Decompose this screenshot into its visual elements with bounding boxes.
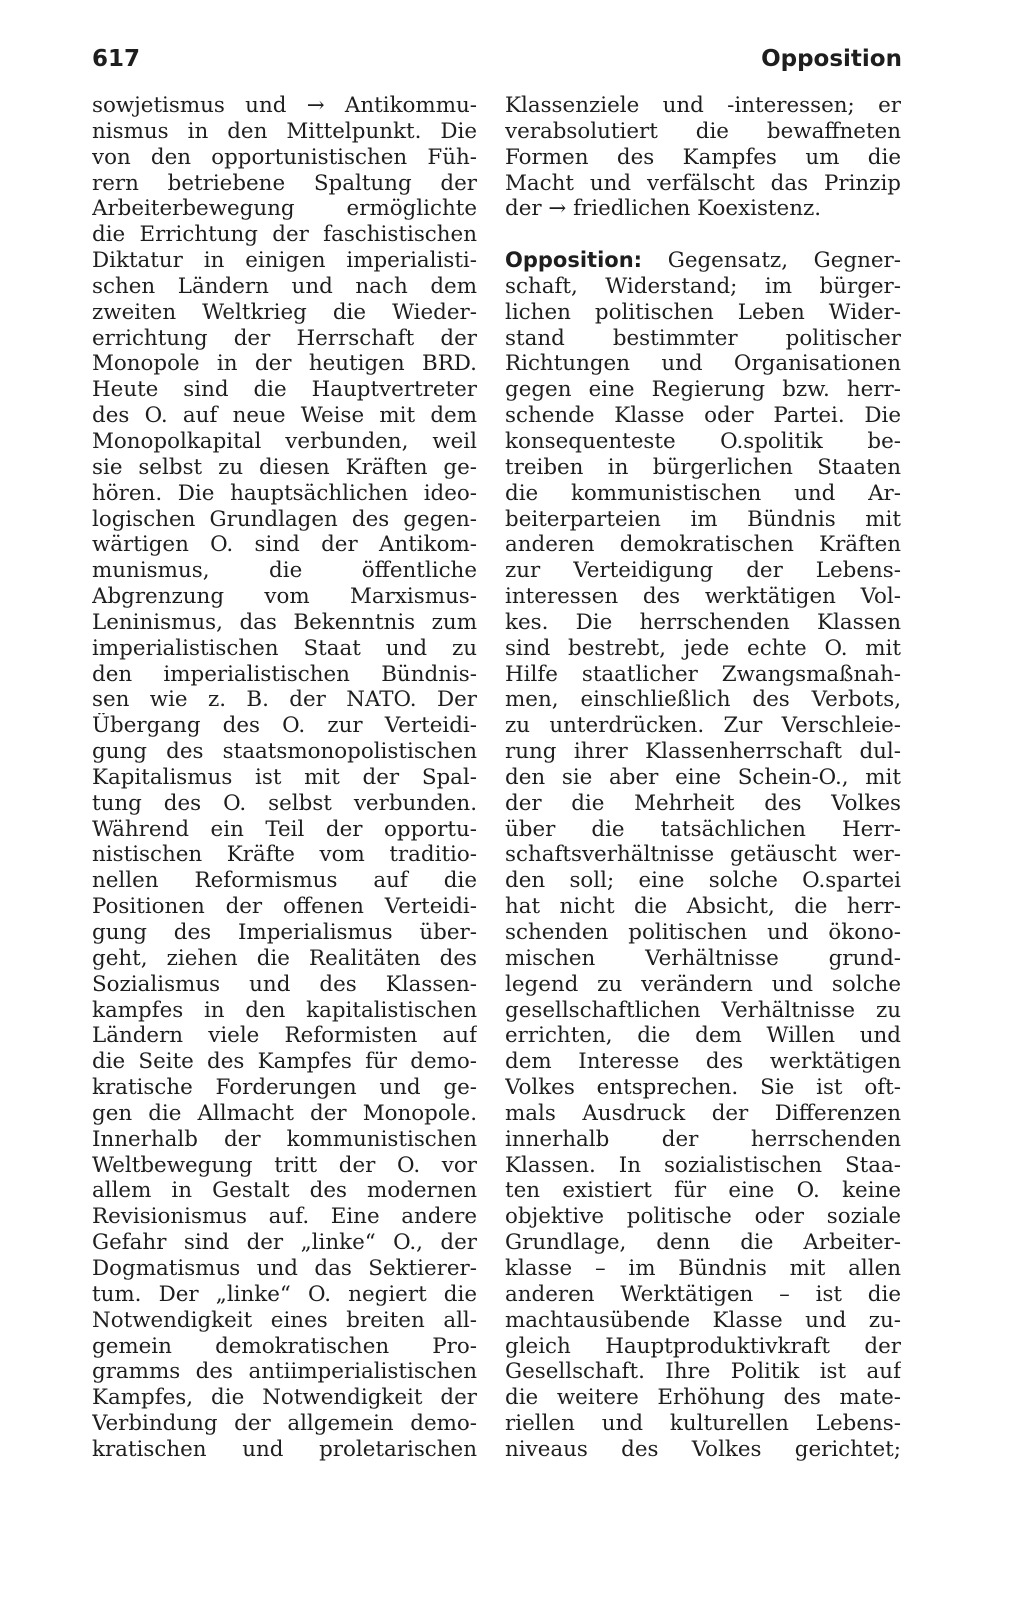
entry-headword: Opposition:	[505, 248, 643, 273]
text-line: geht, ziehen die Realitäten des	[92, 945, 477, 971]
left-column	[92, 93, 477, 1463]
text-line: sen wie z. B. der NATO. Der	[92, 687, 477, 713]
text-line: kratischen und proletarischen	[92, 1436, 477, 1462]
text-line: gleich Hauptproduktivkraft der	[505, 1333, 901, 1359]
text-line: schen Ländern und nach dem	[92, 273, 477, 299]
text-line: gesellschaftlichen Verhältnisse zu	[505, 997, 901, 1023]
text-line: allem in Gestalt des modernen	[92, 1178, 477, 1204]
text-line: klasse – im Bündnis mit allen	[505, 1255, 901, 1281]
text-line: Leninismus, das Bekenntnis zum	[92, 609, 477, 635]
text-line: den imperialistischen Bündnis-	[92, 661, 477, 687]
text-line: gung des Imperialismus über-	[92, 920, 477, 945]
text-line: Klassenziele und -interessen; er	[505, 93, 901, 118]
text-line: die weitere Erhöhung des mate-	[505, 1385, 901, 1411]
text-line: anderen Werktätigen – ist die	[505, 1281, 901, 1307]
text-line: Monopole in der heutigen BRD.	[92, 351, 477, 377]
text-line: Gesellschaft. Ihre Politik ist auf	[505, 1359, 901, 1385]
text-line: dem Interesse des werktätigen	[505, 1049, 901, 1075]
text-line: innerhalb der herrschenden	[505, 1126, 901, 1152]
text-line: beiterparteien im Bündnis mit	[505, 506, 901, 532]
text-line: Dogmatismus und das Sektierer-	[92, 1255, 477, 1281]
text-line: schende Klasse oder Partei. Die	[505, 403, 901, 429]
text-line: gegen eine Regierung bzw. herr-	[505, 377, 901, 403]
text-line: die Seite des Kampfes für demo-	[92, 1049, 477, 1075]
text-line: konsequenteste O.spolitik be-	[505, 428, 901, 454]
text-line: Gefahr sind der „linke“ O., der	[92, 1230, 477, 1256]
text-line: errichten, die dem Willen und	[505, 1023, 901, 1049]
text-line: zur Verteidigung der Lebens-	[505, 558, 901, 584]
text-line: Hilfe staatlicher Zwangsmaßnah-	[505, 661, 901, 687]
text-line: Macht und verfälscht das Prinzip	[505, 170, 901, 196]
text-line: tum. Der „linke“ O. negiert die	[92, 1281, 477, 1307]
text-line: hat nicht die Absicht, die herr-	[505, 894, 901, 920]
text-line: kratische Forderungen und ge-	[92, 1075, 477, 1101]
text-line: Monopolkapital verbunden, weil	[92, 428, 477, 454]
text-line: Grundlage, denn die Arbeiter-	[505, 1230, 901, 1256]
entry-first-line: Opposition: Gegensatz, Gegner-	[505, 248, 901, 274]
text-line: nellen Reformismus auf die	[92, 868, 477, 894]
page-number: 617	[92, 46, 141, 72]
text-line: Diktatur in einigen imperialisti-	[92, 248, 477, 274]
text-line: Revisionismus auf. Eine andere	[92, 1204, 477, 1230]
text-line: Während ein Teil der opportu-	[92, 816, 477, 842]
text-line: von den opportunistischen Füh-	[92, 144, 477, 170]
text-line: der die Mehrheit des Volkes	[505, 790, 901, 816]
text-line: Sozialismus und des Klassen-	[92, 971, 477, 997]
text-line: wärtigen O. sind der Antikom-	[92, 532, 477, 558]
text-line: gung des staatsmonopolistischen	[92, 739, 477, 765]
running-head: Opposition	[761, 46, 902, 72]
text-line: nismus in den Mittelpunkt. Die	[92, 118, 477, 144]
text-line: kes. Die herrschenden Klassen	[505, 609, 901, 635]
text-line: mischen Verhältnisse grund-	[505, 945, 901, 971]
text-line: schaft, Widerstand; im bürger-	[505, 273, 901, 299]
text-line: des O. auf neue Weise mit dem	[92, 403, 477, 429]
text-line: logischen Grundlagen des gegen-	[92, 506, 477, 532]
text-line: men, einschließlich des Verbots,	[505, 687, 901, 713]
text-line: Kapitalismus ist mit der Spal-	[92, 764, 477, 790]
text-line: Arbeiterbewegung ermöglichte	[92, 196, 477, 222]
text-line: sie selbst zu diesen Kräften ge-	[92, 454, 477, 480]
text-line: zweiten Weltkrieg die Wieder-	[92, 299, 477, 325]
text-line: gen die Allmacht der Monopole.	[92, 1100, 477, 1126]
right-column	[505, 93, 901, 1463]
text-line: mals Ausdruck der Differenzen	[505, 1100, 901, 1126]
text-line: tung des O. selbst verbunden.	[92, 790, 477, 816]
text-line: objektive politische oder soziale	[505, 1204, 901, 1230]
text-line: Volkes entsprechen. Sie ist oft-	[505, 1075, 901, 1101]
text-line: anderen demokratischen Kräften	[505, 532, 901, 558]
text-line: kampfes in den kapitalistischen	[92, 997, 477, 1023]
text-line: errichtung der Herrschaft der	[92, 325, 477, 351]
text-line: Richtungen und Organisationen	[505, 351, 901, 377]
text-line: lichen politischen Leben Wider-	[505, 299, 901, 325]
text-line: die kommunistischen und Ar-	[505, 480, 901, 506]
text-line: Verbindung der allgemein demo-	[92, 1411, 477, 1437]
text-line: Ländern viele Reformisten auf	[92, 1023, 477, 1049]
text-line: die Errichtung der faschistischen	[92, 222, 477, 248]
text-line: schenden politischen und ökono-	[505, 920, 901, 945]
text-line: niveaus des Volkes gerichtet;	[505, 1436, 901, 1462]
text-line: rern betriebene Spaltung der	[92, 170, 477, 196]
text-line: legend zu verändern und solche	[505, 971, 901, 997]
text-line: munismus, die öffentliche	[92, 558, 477, 584]
text-line: verabsolutiert die bewaffneten	[505, 118, 901, 144]
text-line: gramms des antiimperialistischen	[92, 1359, 477, 1385]
text-line: Notwendigkeit eines breiten all-	[92, 1307, 477, 1333]
text-line: treiben in bürgerlichen Staaten	[505, 454, 901, 480]
text-line: der → friedlichen Koexistenz.	[505, 196, 822, 222]
paragraph-gap	[505, 222, 901, 248]
text-line: hören. Die hauptsächlichen ideo-	[92, 480, 477, 506]
text-line: imperialistischen Staat und zu	[92, 635, 477, 661]
text-line: rung ihrer Klassenherrschaft dul-	[505, 739, 901, 765]
text-line: riellen und kulturellen Lebens-	[505, 1411, 901, 1437]
text-line: Abgrenzung vom Marxismus-	[92, 584, 477, 610]
text-line: Klassen. In sozialistischen Staa-	[505, 1152, 901, 1178]
text-line: machtausübende Klasse und zu-	[505, 1307, 901, 1333]
text-line: Positionen der offenen Verteidi-	[92, 894, 477, 920]
text-line: gemein demokratischen Pro-	[92, 1333, 477, 1359]
text-line: nistischen Kräfte vom traditio-	[92, 842, 477, 868]
text-line: über die tatsächlichen Herr-	[505, 816, 901, 842]
text-line: stand bestimmter politischer	[505, 325, 901, 351]
text-line: Innerhalb der kommunistischen	[92, 1126, 477, 1152]
text-line: Übergang des O. zur Verteidi-	[92, 713, 477, 739]
text-line: den soll; eine solche O.spartei	[505, 868, 901, 894]
text-line: sind bestrebt, jede echte O. mit	[505, 635, 901, 661]
text-line: sowjetismus und → Antikommu-	[92, 93, 477, 118]
text-line: ten existiert für eine O. keine	[505, 1178, 901, 1204]
text-line: Heute sind die Hauptvertreter	[92, 377, 477, 403]
text-line: interessen des werktätigen Vol-	[505, 584, 901, 610]
text-line: schaftsverhältnisse getäuscht wer-	[505, 842, 901, 868]
text-line: zu unterdrücken. Zur Verschleie-	[505, 713, 901, 739]
text-line: Formen des Kampfes um die	[505, 144, 901, 170]
text-line: den sie aber eine Schein-O., mit	[505, 764, 901, 790]
text-line: Weltbewegung tritt der O. vor	[92, 1152, 477, 1178]
text-line: Kampfes, die Notwendigkeit der	[92, 1385, 477, 1411]
